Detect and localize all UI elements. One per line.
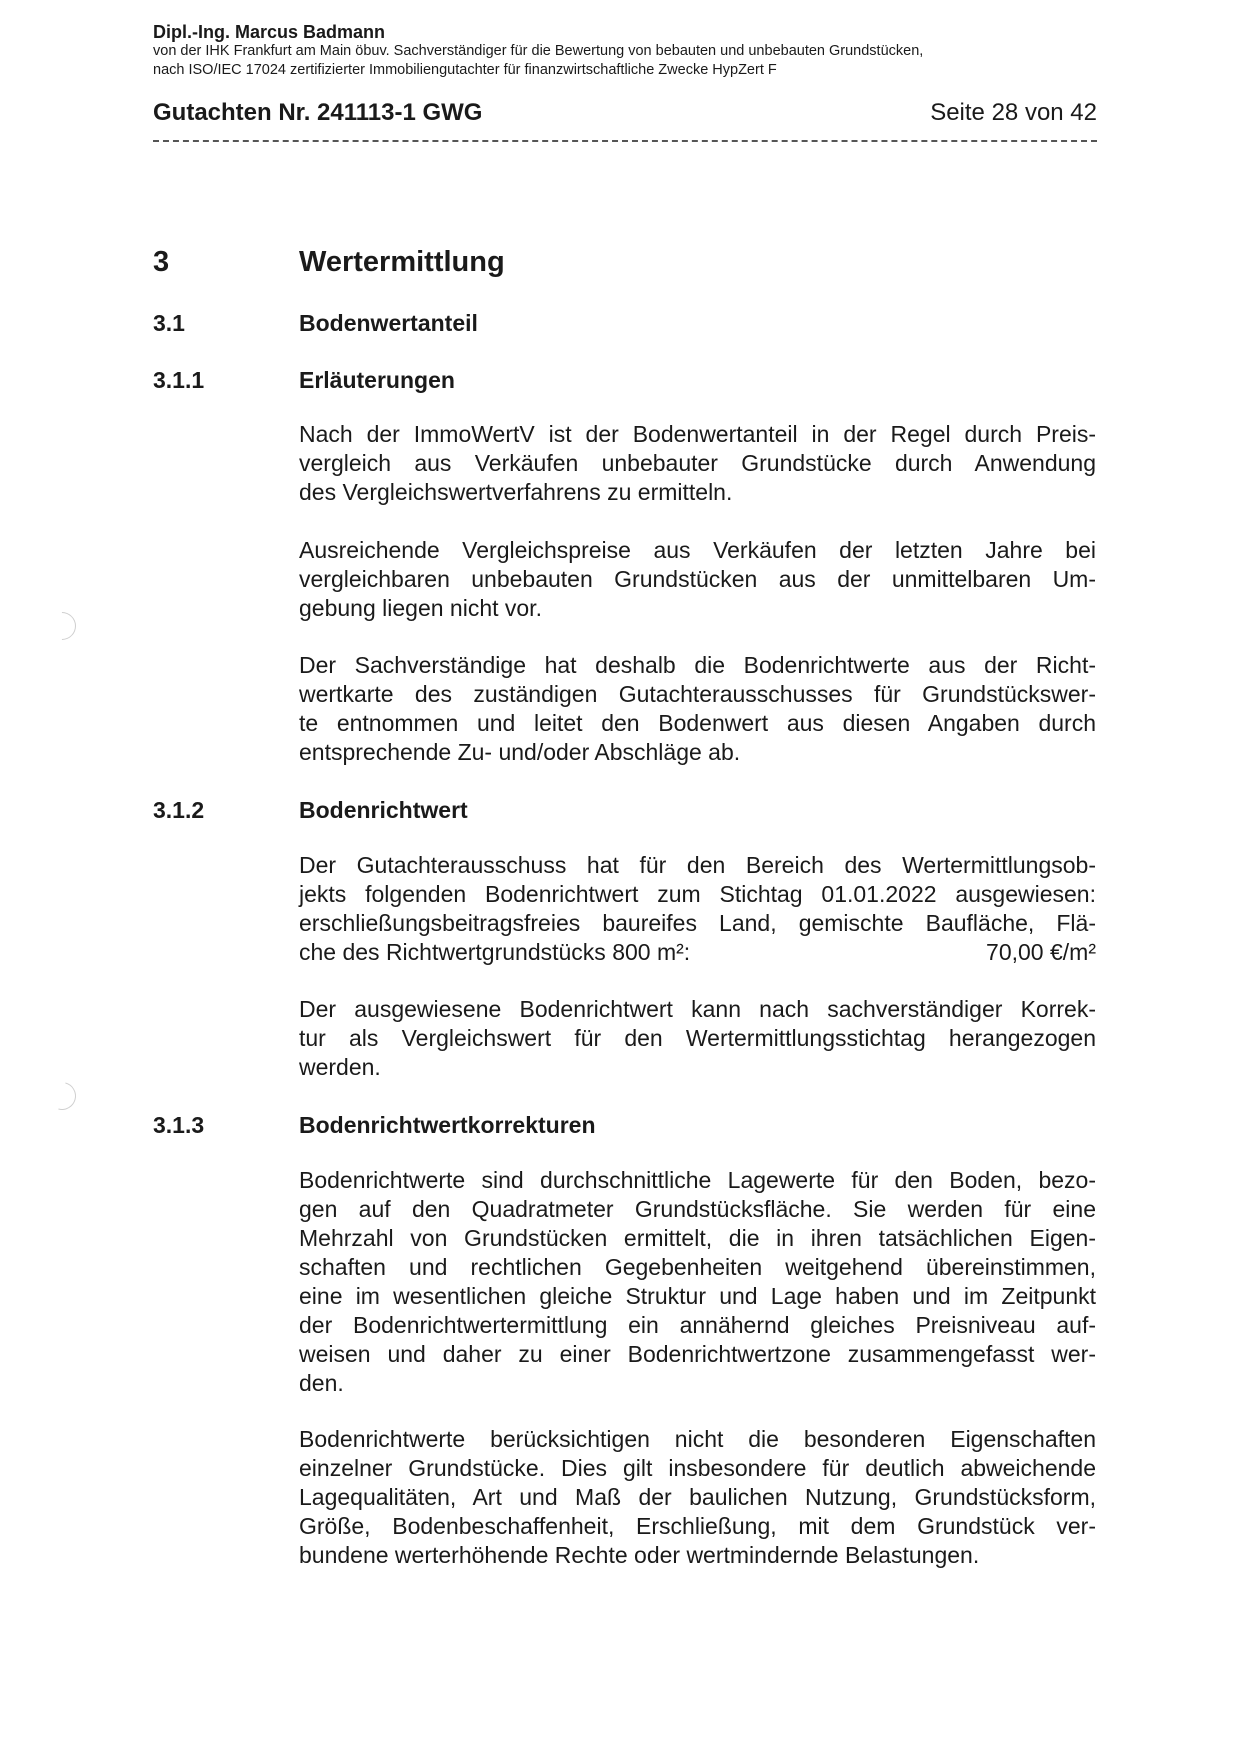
section-number: 3.1.2	[153, 797, 205, 823]
section-number: 3.1.1	[153, 367, 205, 393]
paragraph: Der Gutachterausschuss hat für den Bereich des Wertermittlungsob- jekts folgenden Bodenrichtwert zum Stichtag 01.01.2022 ausgewiesen: erschließungsbeitragsfreies baureifes Land, gemischte Baufläche, Flä- che des Richtwertgrundstücks 800 m²: 70,00 €/m²	[299, 852, 1096, 965]
author-credentials-line2: nach ISO/IEC 17024 zertifizierter Immobiliengutachter für finanzwirtschaftliche Zwecke HypZert F	[153, 62, 777, 78]
report-number: Gutachten Nr. 241113-1 GWG	[153, 99, 483, 126]
paragraph: Der Sachverständige hat deshalb die Bodenrichtwerte aus der Richt- wertkarte des zuständigen Gutachterausschusses für Grundstückswer- te entnommen und leitet den Bodenwert aus diesen Angaben durch entsprechende Zu- und/oder Abschläge ab.	[299, 652, 1096, 765]
paragraph: Bodenrichtwerte berücksichtigen nicht die besonderen Eigenschaften einzelner Grundstücke. Dies gilt insbesondere für deutlich abweichende Lagequalitäten, Art und Maß der baulichen Nutzung, Grundstücksform, Größe, Bodenbeschaffenheit, Erschließung, mit dem Grundstück ver- bundene werterhöhende Rechte oder wertmindernde Belastungen.	[299, 1426, 1096, 1568]
section-number: 3.1.3	[153, 1112, 205, 1138]
punch-hole-mark	[43, 1077, 81, 1115]
page-number: Seite 28 von 42	[930, 99, 1097, 126]
paragraph: Bodenrichtwerte sind durchschnittliche Lagewerte für den Boden, bezo- gen auf den Quadratmeter Grundstücksfläche. Sie werden für eine Mehrzahl von Grundstücken ermittelt, die in ihren tatsächlichen Eigen- schaften und rechtlichen Gegebenheiten weitgehend übereinstimmen, eine im wesentlichen gleiche Struktur und Lage haben und im Zeitpunkt der Bodenrichtwertermittlung ein annähernd gleiches Preisniveau auf- weisen und daher zu einer Bodenrichtwertzone zusammengefasst wer- den.	[299, 1167, 1096, 1396]
paragraph: Nach der ImmoWertV ist der Bodenwertanteil in der Regel durch Preis- vergleich aus Verkäufen unbebauter Grundstücke durch Anwendung des Vergleichswertverfahrens zu ermitteln.	[299, 421, 1096, 505]
section-number: 3	[153, 246, 170, 278]
header-divider	[153, 140, 1097, 142]
section-title: Wertermittlung	[299, 246, 505, 278]
land-value-amount: 70,00 €/m²	[986, 939, 1096, 965]
section-title: Bodenwertanteil	[299, 310, 478, 336]
section-title: Erläuterungen	[299, 367, 455, 393]
section-number: 3.1	[153, 310, 185, 336]
land-value-line	[299, 938, 1096, 967]
paragraph: Der ausgewiesene Bodenrichtwert kann nach sachverständiger Korrek- tur als Vergleichswert für den Wertermittlungsstichtag herangezogen werden.	[299, 996, 1096, 1080]
section-title: Bodenrichtwert	[299, 797, 468, 823]
punch-hole-mark	[42, 606, 82, 646]
section-title: Bodenrichtwertkorrekturen	[299, 1112, 596, 1138]
author-name: Dipl.-Ing. Marcus Badmann	[153, 22, 386, 42]
author-credentials-line1: von der IHK Frankfurt am Main öbuv. Sachverständiger für die Bewertung von bebauten und unbebauten Grundstücken,	[153, 43, 924, 59]
land-value-label: che des Richtwertgrundstücks 800 m²:	[299, 939, 691, 965]
paragraph: Ausreichende Vergleichspreise aus Verkäufen der letzten Jahre bei vergleichbaren unbebauten Grundstücken aus der unmittelbaren Um- gebung liegen nicht vor.	[299, 537, 1096, 621]
